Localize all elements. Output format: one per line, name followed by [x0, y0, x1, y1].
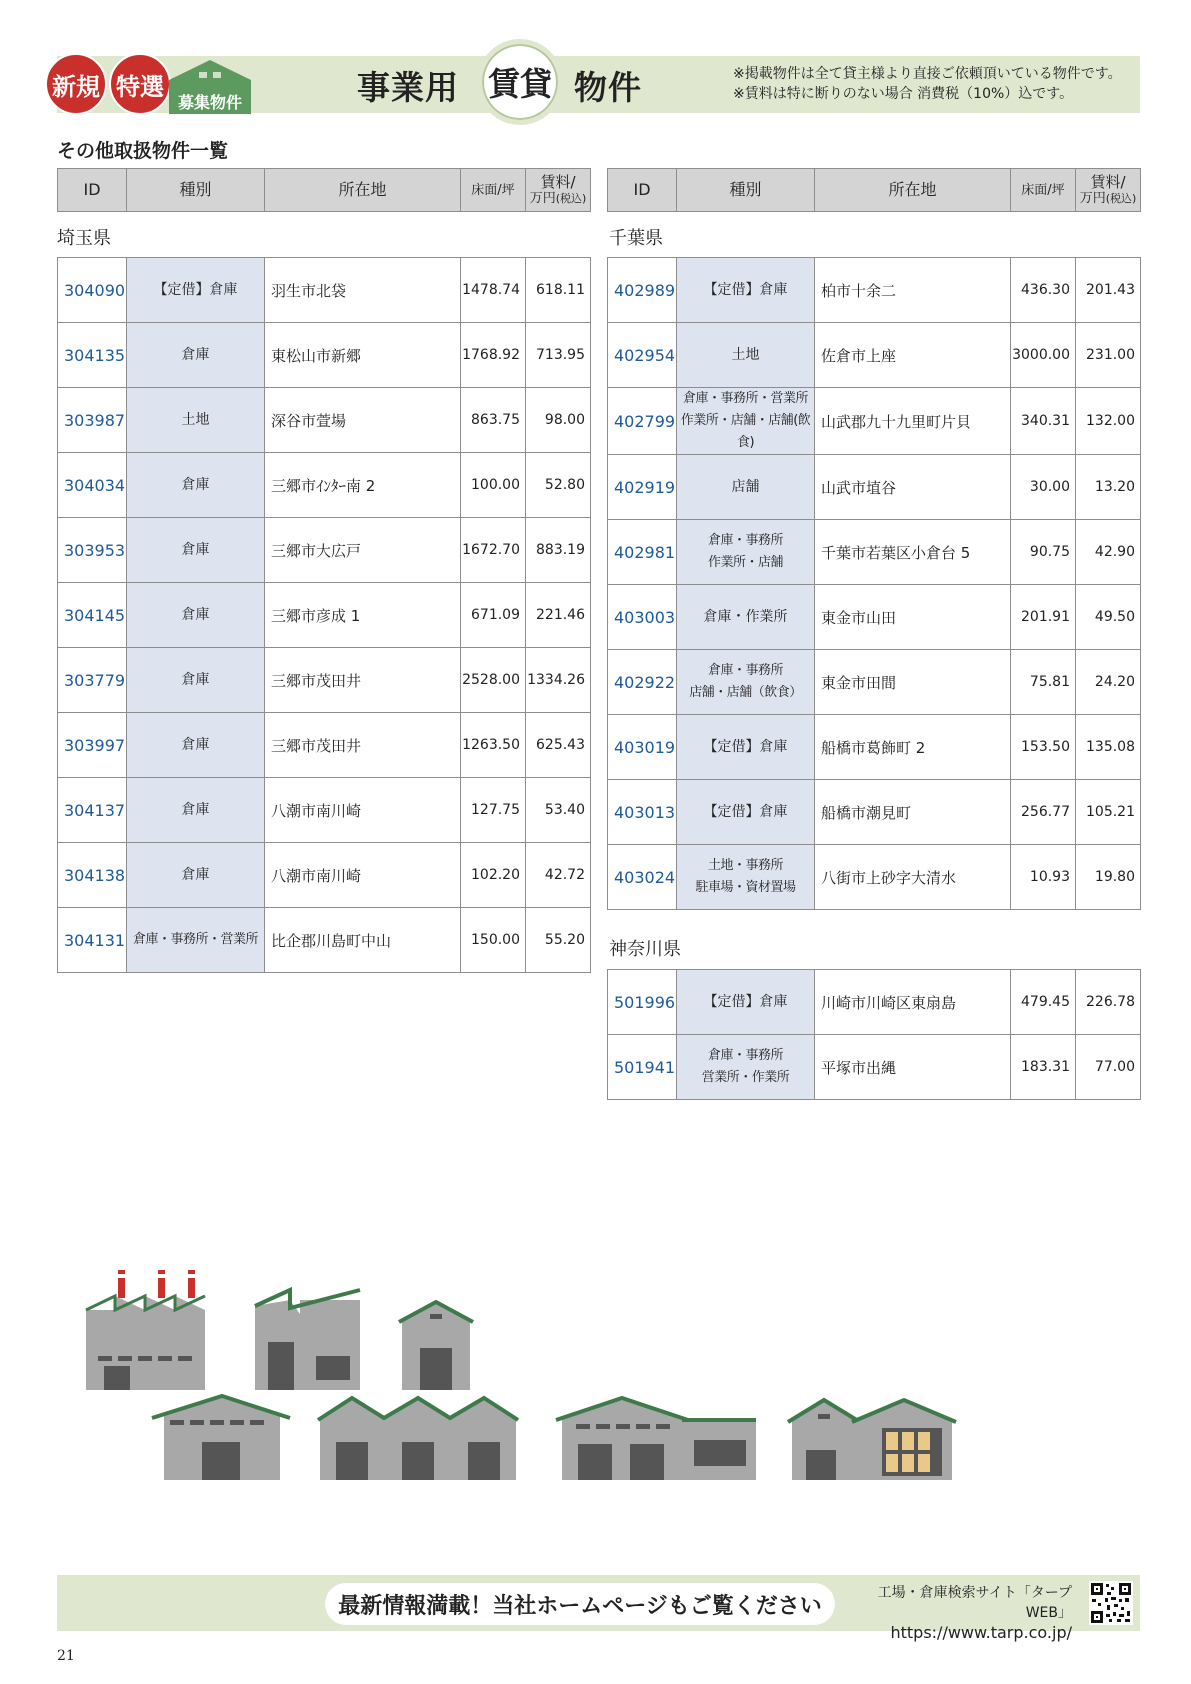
footer-site	[852, 1583, 1072, 1643]
col-rent: 賃料/ 万円(税込)	[1076, 169, 1141, 212]
property-id[interactable]: 402922	[608, 650, 677, 715]
table-row[interactable]	[608, 585, 1141, 650]
triple-warehouse-icon	[318, 1398, 518, 1480]
property-type-line: 倉庫・作業所	[703, 609, 788, 625]
property-area: 10.93	[1011, 845, 1076, 910]
col-type: 種別	[127, 169, 265, 212]
property-id[interactable]: 403013	[608, 780, 677, 845]
property-type	[677, 650, 815, 715]
property-type	[677, 520, 815, 585]
property-type	[677, 845, 815, 910]
table-row[interactable]	[58, 908, 591, 973]
property-id[interactable]: 402799	[608, 388, 677, 455]
property-area: 100.00	[461, 453, 526, 518]
property-rent: 883.19	[526, 518, 591, 583]
badge-special: 特選	[109, 53, 171, 115]
property-address: 山武市埴谷	[815, 455, 1011, 520]
property-rent: 77.00	[1076, 1035, 1141, 1100]
property-id[interactable]: 403024	[608, 845, 677, 910]
table-row[interactable]	[608, 715, 1141, 780]
table-row[interactable]	[608, 780, 1141, 845]
property-type	[127, 453, 265, 518]
page-footer	[57, 1575, 1140, 1642]
property-rent: 221.46	[526, 583, 591, 648]
page-number: 21	[57, 1648, 75, 1664]
property-id[interactable]: 304137	[58, 778, 127, 843]
property-address: 山武郡九十九里町片貝	[815, 388, 1011, 455]
table-row[interactable]	[58, 583, 591, 648]
property-type-line: 作業所・店舗・店舗(飲食)	[680, 413, 811, 450]
prefecture-chiba: 千葉県	[609, 228, 663, 249]
property-area: 2528.00	[461, 648, 526, 713]
table-row[interactable]	[58, 648, 591, 713]
left-property-table	[57, 257, 591, 973]
table-row[interactable]	[608, 388, 1141, 455]
property-rent: 24.20	[1076, 650, 1141, 715]
qr-code-icon[interactable]	[1089, 1581, 1133, 1625]
property-area: 436.30	[1011, 258, 1076, 323]
page-header	[52, 56, 1140, 113]
property-area: 75.81	[1011, 650, 1076, 715]
property-type	[127, 648, 265, 713]
table-row[interactable]	[608, 323, 1141, 388]
table-row[interactable]	[58, 258, 591, 323]
property-address: 三郷市彦成 1	[265, 583, 461, 648]
col-id: ID	[608, 169, 677, 212]
property-id[interactable]: 303779	[58, 648, 127, 713]
property-address: 三郷市茂田井	[265, 648, 461, 713]
header-note-1: ※掲載物件は全て貸主様より直接ご依頼頂いている物件です。	[733, 66, 1122, 82]
property-type-line: 倉庫	[181, 477, 210, 493]
property-type-line: 【定借】倉庫	[703, 282, 788, 298]
property-id[interactable]: 501996	[608, 970, 677, 1035]
property-type-line: 土地	[181, 412, 210, 428]
table-row[interactable]	[58, 388, 591, 453]
col-address: 所在地	[265, 169, 461, 212]
property-type-line: 店舗・店舗（飲食）	[689, 685, 802, 700]
property-type	[127, 713, 265, 778]
property-type	[127, 388, 265, 453]
table-row[interactable]	[58, 843, 591, 908]
property-type	[677, 585, 815, 650]
property-type	[677, 258, 815, 323]
property-id[interactable]: 403003	[608, 585, 677, 650]
table-row[interactable]	[58, 453, 591, 518]
property-id[interactable]: 304135	[58, 323, 127, 388]
left-table-header	[57, 168, 591, 212]
property-type	[677, 715, 815, 780]
prefecture-saitama: 埼玉県	[57, 228, 111, 249]
property-rent: 135.08	[1076, 715, 1141, 780]
property-id[interactable]: 402989	[608, 258, 677, 323]
sawtooth-warehouse-icon	[255, 1290, 360, 1390]
property-type-line: 倉庫・事務所	[707, 663, 783, 678]
property-rent: 132.00	[1076, 388, 1141, 455]
footer-slogan: 最新情報満載！当社ホームページもご覧ください	[325, 1583, 835, 1625]
property-type-line: 倉庫	[181, 607, 210, 623]
property-address: 東金市田間	[815, 650, 1011, 715]
property-type-line: 倉庫・事務所	[707, 1048, 783, 1063]
property-area: 1478.74	[461, 258, 526, 323]
property-type	[677, 323, 815, 388]
property-address: 千葉市若葉区小倉台 5	[815, 520, 1011, 585]
property-id[interactable]: 303987	[58, 388, 127, 453]
property-id[interactable]: 304090	[58, 258, 127, 323]
header-notes	[733, 64, 1122, 104]
table-row[interactable]	[608, 520, 1141, 585]
property-rent: 55.20	[526, 908, 591, 973]
badge-new: 新規	[45, 53, 107, 115]
property-id[interactable]: 501941	[608, 1035, 677, 1100]
col-address: 所在地	[815, 169, 1011, 212]
property-type-line: 作業所・店舗	[707, 555, 783, 570]
right-kanagawa-table	[607, 969, 1141, 1100]
right-property-table	[607, 257, 1141, 910]
property-address: 川崎市川崎区東扇島	[815, 970, 1011, 1035]
property-type	[677, 455, 815, 520]
recruit-label: 募集物件	[177, 93, 242, 112]
property-id[interactable]: 402919	[608, 455, 677, 520]
property-rent: 42.90	[1076, 520, 1141, 585]
col-id: ID	[58, 169, 127, 212]
wide-warehouse-icon	[152, 1396, 290, 1480]
property-type-line: 倉庫・事務所・営業所	[682, 391, 808, 406]
table-row[interactable]	[58, 778, 591, 843]
property-id[interactable]: 304034	[58, 453, 127, 518]
prefecture-kanagawa: 神奈川県	[609, 939, 681, 960]
property-rent: 201.43	[1076, 258, 1141, 323]
table-row[interactable]	[608, 258, 1141, 323]
col-area: 床面/坪	[461, 169, 526, 212]
property-rent: 19.80	[1076, 845, 1141, 910]
property-address: 東松山市新郷	[265, 323, 461, 388]
property-type-line: 【定借】倉庫	[153, 282, 238, 298]
property-address: 佐倉市上座	[815, 323, 1011, 388]
site-name: 工場・倉庫検索サイト「タープWEB」	[877, 1585, 1072, 1621]
property-area: 201.91	[1011, 585, 1076, 650]
property-type-line: 【定借】倉庫	[703, 994, 788, 1010]
property-area: 1768.92	[461, 323, 526, 388]
col-type: 種別	[677, 169, 815, 212]
table-row[interactable]	[58, 713, 591, 778]
property-area: 102.20	[461, 843, 526, 908]
extended-warehouse-icon	[556, 1398, 756, 1480]
col-area: 床面/坪	[1011, 169, 1076, 212]
property-type	[677, 970, 815, 1035]
table-row[interactable]	[608, 455, 1141, 520]
property-id[interactable]: 303997	[58, 713, 127, 778]
property-rent: 49.50	[1076, 585, 1141, 650]
property-type-line: 倉庫・事務所	[707, 533, 783, 548]
property-type	[127, 843, 265, 908]
property-type	[127, 583, 265, 648]
property-area: 256.77	[1011, 780, 1076, 845]
property-type-line: 倉庫	[181, 802, 210, 818]
property-address: 八街市上砂字大清水	[815, 845, 1011, 910]
property-area: 340.31	[1011, 388, 1076, 455]
property-type-line: 倉庫・事務所・営業所	[132, 932, 258, 947]
right-table-header	[607, 168, 1141, 212]
property-rent: 13.20	[1076, 455, 1141, 520]
property-id[interactable]: 304131	[58, 908, 127, 973]
factory-icon	[86, 1270, 205, 1390]
property-id[interactable]: 304145	[58, 583, 127, 648]
property-type-line: 倉庫	[181, 347, 210, 363]
office-warehouse-icon	[788, 1400, 956, 1480]
property-address: 八潮市南川崎	[265, 778, 461, 843]
property-address: 船橋市葛飾町 2	[815, 715, 1011, 780]
property-type-line: 倉庫	[181, 542, 210, 558]
property-area: 183.31	[1011, 1035, 1076, 1100]
property-area: 127.75	[461, 778, 526, 843]
property-address: 東金市山田	[815, 585, 1011, 650]
property-rent: 226.78	[1076, 970, 1141, 1035]
property-area: 479.45	[1011, 970, 1076, 1035]
property-type	[677, 388, 815, 455]
property-rent: 713.95	[526, 323, 591, 388]
header-note-2: ※賃料は特に断りのない場合 消費税（10%）込です。	[733, 86, 1074, 102]
list-title: その他取扱物件一覧	[57, 140, 229, 162]
property-area: 150.00	[461, 908, 526, 973]
property-type	[127, 518, 265, 583]
property-type-line: 倉庫	[181, 867, 210, 883]
property-id[interactable]: 403019	[608, 715, 677, 780]
property-type-line: 店舗	[731, 479, 760, 495]
property-type-line: 【定借】倉庫	[703, 739, 788, 755]
site-url[interactable]: https://www.tarp.co.jp/	[890, 1623, 1072, 1642]
property-rent: 42.72	[526, 843, 591, 908]
property-address: 三郷市茂田井	[265, 713, 461, 778]
property-rent: 52.80	[526, 453, 591, 518]
property-rent: 98.00	[526, 388, 591, 453]
table-row[interactable]	[58, 323, 591, 388]
property-area: 863.75	[461, 388, 526, 453]
property-address: 八潮市南川崎	[265, 843, 461, 908]
page-title-right: 物件	[574, 68, 642, 107]
page-title-center: 賃貸	[477, 39, 563, 125]
page-title-left: 事業用	[357, 68, 459, 107]
property-area: 153.50	[1011, 715, 1076, 780]
property-type	[127, 258, 265, 323]
property-type	[677, 1035, 815, 1100]
property-area: 1672.70	[461, 518, 526, 583]
property-rent: 1334.26	[526, 648, 591, 713]
property-area: 671.09	[461, 583, 526, 648]
table-row[interactable]	[58, 518, 591, 583]
property-id[interactable]: 303953	[58, 518, 127, 583]
property-area: 1263.50	[461, 713, 526, 778]
property-type	[127, 908, 265, 973]
property-type	[127, 778, 265, 843]
table-row[interactable]	[608, 1035, 1141, 1100]
property-id[interactable]: 402954	[608, 323, 677, 388]
property-area: 3000.00	[1011, 323, 1076, 388]
property-address: 柏市十余二	[815, 258, 1011, 323]
property-type-line: 土地	[731, 347, 760, 363]
property-rent: 105.21	[1076, 780, 1141, 845]
property-type	[677, 780, 815, 845]
table-row[interactable]	[608, 845, 1141, 910]
property-type	[127, 323, 265, 388]
property-type-line: 【定借】倉庫	[703, 804, 788, 820]
property-rent: 618.11	[526, 258, 591, 323]
small-warehouse-icon	[399, 1302, 473, 1390]
property-rent: 231.00	[1076, 323, 1141, 388]
property-address: 羽生市北袋	[265, 258, 461, 323]
property-address: 深谷市萱場	[265, 388, 461, 453]
property-area: 90.75	[1011, 520, 1076, 585]
property-type-line: 倉庫	[181, 672, 210, 688]
property-type-line: 倉庫	[181, 737, 210, 753]
property-area: 30.00	[1011, 455, 1076, 520]
property-id[interactable]: 304138	[58, 843, 127, 908]
property-rent: 53.40	[526, 778, 591, 843]
property-address: 船橋市潮見町	[815, 780, 1011, 845]
property-type-line: 営業所・作業所	[701, 1070, 790, 1085]
property-type-line: 土地・事務所	[707, 858, 783, 873]
property-type-line: 駐車場・資材置場	[695, 880, 796, 895]
table-row[interactable]	[608, 970, 1141, 1035]
table-row[interactable]	[608, 650, 1141, 715]
property-address: 平塚市出縄	[815, 1035, 1011, 1100]
property-address: 三郷市ｲﾝﾀｰ南 2	[265, 453, 461, 518]
property-rent: 625.43	[526, 713, 591, 778]
property-address: 比企郡川島町中山	[265, 908, 461, 973]
warehouse-illustrations	[0, 1270, 1191, 1490]
property-id[interactable]: 402981	[608, 520, 677, 585]
col-rent: 賃料/ 万円(税込)	[526, 169, 591, 212]
property-address: 三郷市大広戸	[265, 518, 461, 583]
